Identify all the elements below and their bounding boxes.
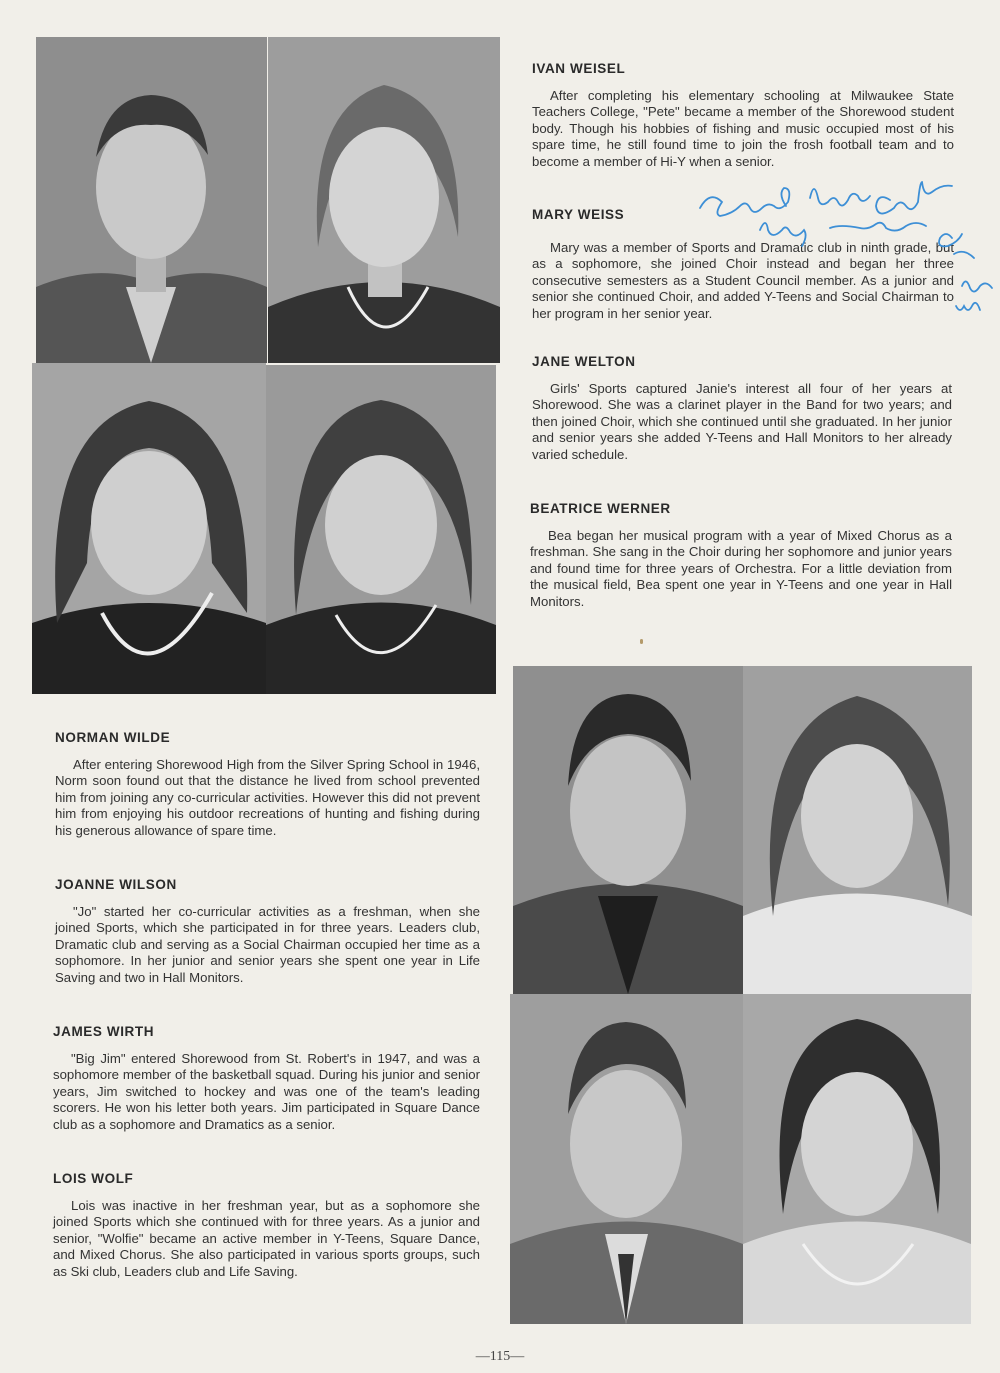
portrait-james-wirth bbox=[510, 994, 743, 1324]
student-bio: Lois was inactive in her freshman year, but as a sophomore she joined Sports which she continued with for three years. As a junior and senior, "Wolfie" became an active member in Y-Teens, Square Dance, and Mixed Chorus. She also participated in various sports groups, such as Ski club, Leaders club and Life Saving. bbox=[53, 1198, 480, 1279]
page-number: —115— bbox=[475, 1349, 525, 1364]
handwritten-note-signature bbox=[690, 168, 1000, 318]
bio-lois-wolf bbox=[53, 1171, 480, 1280]
bio-norman-wilde bbox=[55, 730, 480, 839]
student-bio: After completing his elementary schooling at Milwaukee State Teachers College, "Pete" became a member of the Shorewood student body. Though his hobbies of fishing and music occupied most of his spare time, he still found time to join the frosh football team and to become a member of Hi-Y when a senior. bbox=[532, 88, 954, 169]
bio-joanne-wilson bbox=[55, 877, 480, 986]
student-name: NORMAN WILDE bbox=[55, 730, 171, 745]
student-bio: Bea began her musical program with a year of Mixed Chorus as a freshman. She sang in the Choir during her sophomore and junior years and found time for three years of Orchestra. For a little deviation from the musical field, Bea spent one year in Y-Teens and one year in Hall Monitors. bbox=[530, 528, 952, 609]
portrait-beatrice-werner bbox=[266, 365, 496, 694]
student-bio: "Jo" started her co-curricular activities as a freshman, when she joined Sports, which she participated in for three years. Leaders club, Dramatic club and serving as a Social Chairman occupied her time as a sophomore. In her junior and senior years she spent one year in Life Saving and two in Hall Monitors. bbox=[55, 904, 480, 985]
bio-ivan-weisel bbox=[532, 61, 954, 170]
portrait-jane-welton bbox=[32, 363, 266, 694]
student-bio: "Big Jim" entered Shorewood from St. Robert's in 1947, and was a sophomore member of the basketball squad. During his junior and senior years, Jim switched to hockey and was one of the team's leading scorers. He won his letter both years. Jim participated in Square Dance club as a sophomore and Dramatics as a senior. bbox=[53, 1051, 480, 1132]
portrait-mary-weiss bbox=[268, 37, 500, 363]
student-name: MARY WEISS bbox=[532, 207, 625, 222]
print-speck bbox=[640, 639, 643, 644]
bio-james-wirth bbox=[53, 1024, 480, 1133]
student-bio: Girls' Sports captured Janie's interest all four of her years at Shorewood. She was a clarinet player in the Band for two years; and then joined Choir, which she continued until she graduated. In her junior and senior years she added Y-Teens and Hall Monitors to her already varied schedule. bbox=[532, 381, 952, 462]
portrait-joanne-wilson bbox=[743, 666, 972, 994]
student-name: JOANNE WILSON bbox=[55, 877, 177, 892]
student-name: BEATRICE WERNER bbox=[530, 501, 671, 516]
student-name: JANE WELTON bbox=[532, 354, 636, 369]
student-name: JAMES WIRTH bbox=[53, 1024, 155, 1039]
student-bio: Mary was a member of Sports and Dramatic club in ninth grade, but as a sophomore, she joined Choir instead and began her three consecutive semesters as a Student Council member. As a junior and senior she continued Choir, and added Y-Teens and Social Chairman to her program in her senior year. bbox=[532, 240, 954, 321]
student-name: LOIS WOLF bbox=[53, 1171, 134, 1186]
portrait-norman-wilde bbox=[513, 666, 743, 994]
portrait-lois-wolf bbox=[743, 994, 971, 1324]
bio-beatrice-werner bbox=[530, 501, 952, 610]
bio-jane-welton bbox=[532, 354, 952, 463]
student-name: IVAN WEISEL bbox=[532, 61, 626, 76]
portrait-ivan-weisel bbox=[36, 37, 267, 363]
student-bio: After entering Shorewood High from the Silver Spring School in 1946, Norm soon found out that the distance he lived from school prevented him from joining any co-curricular activities. However this did not prevent him from enjoying his outdoor recreations of hunting and fishing during his generous allowance of spare time. bbox=[55, 757, 480, 838]
